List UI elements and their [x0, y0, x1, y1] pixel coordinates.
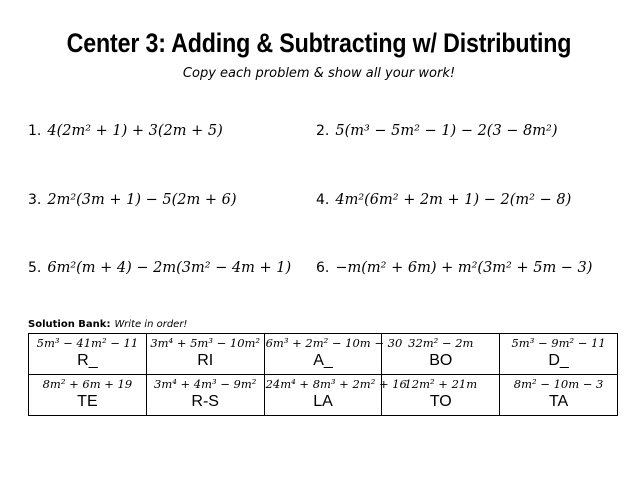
problem-5 — [28, 259, 291, 277]
problem-6 — [316, 259, 592, 277]
problem-number: 2. — [316, 123, 330, 139]
table-row — [29, 334, 618, 375]
problem-3 — [28, 191, 237, 209]
problem-4 — [316, 191, 571, 209]
problem-number: 3. — [28, 192, 42, 208]
solution-cell — [29, 375, 147, 416]
solution-expression: 12m² + 21m — [404, 377, 478, 391]
solution-cell — [29, 334, 147, 375]
solution-cell — [146, 334, 264, 375]
solution-bank-table — [28, 333, 618, 416]
solution-code: LA — [313, 393, 333, 410]
problem-2 — [316, 122, 558, 140]
solution-code: R-S — [191, 393, 219, 410]
solution-cell — [500, 334, 618, 375]
solution-cell — [264, 334, 403, 375]
solution-cell — [146, 375, 264, 416]
problem-number: 5. — [28, 260, 42, 276]
solution-code: TE — [77, 393, 98, 410]
problem-number: 1. — [28, 123, 42, 139]
solution-code: A_ — [313, 352, 333, 369]
solution-code: TA — [548, 393, 569, 410]
solution-expression: 24m⁴ + 8m³ + 2m² + 16 — [265, 377, 407, 391]
solution-bank-heading — [28, 319, 187, 330]
solution-bank-instruction: Write in order! — [114, 319, 188, 330]
solution-expression: 32m² − 2m — [408, 336, 474, 350]
problem-number: 4. — [316, 192, 330, 208]
solution-cell — [500, 375, 618, 416]
solution-expression: 5m³ − 41m² − 11 — [36, 336, 139, 350]
solution-expression: 8m² + 6m + 19 — [42, 377, 133, 391]
problem-expression: −m(m² + 6m) + m²(3m² + 5m − 3) — [335, 260, 593, 276]
solution-expression: 8m² − 10m − 3 — [513, 377, 604, 391]
problem-expression: 2m²(3m + 1) − 5(2m + 6) — [47, 192, 237, 208]
solution-cell — [264, 375, 407, 416]
solution-code: BO — [429, 352, 453, 369]
solution-bank-label: Solution Bank: — [28, 319, 111, 330]
solution-expression: 3m⁴ + 5m³ − 10m² — [150, 336, 261, 350]
problem-number: 6. — [316, 260, 330, 276]
solution-code: TO — [429, 393, 452, 410]
solution-code: RI — [197, 352, 214, 369]
table-row — [29, 375, 618, 416]
problem-1 — [28, 122, 223, 140]
solution-code: D_ — [548, 352, 569, 369]
solution-expression: 6m³ + 2m² − 10m − 30 — [265, 336, 403, 350]
problem-expression: 5(m³ − 5m² − 1) − 2(3 − 8m²) — [335, 123, 558, 139]
instructions: Copy each problem & show all your work! — [182, 66, 456, 81]
page-title: Center 3: Adding & Subtracting w/ Distributing — [66, 28, 572, 58]
problem-expression: 4(2m² + 1) + 3(2m + 5) — [47, 123, 223, 139]
problem-expression: 4m²(6m² + 2m + 1) − 2(m² − 8) — [335, 192, 572, 208]
solution-expression: 5m³ − 9m² − 11 — [511, 336, 606, 350]
solution-expression: 3m⁴ + 4m³ − 9m² — [154, 377, 257, 391]
problem-expression: 6m²(m + 4) − 2m(3m² − 4m + 1) — [47, 260, 292, 276]
solution-code: R_ — [77, 352, 98, 369]
